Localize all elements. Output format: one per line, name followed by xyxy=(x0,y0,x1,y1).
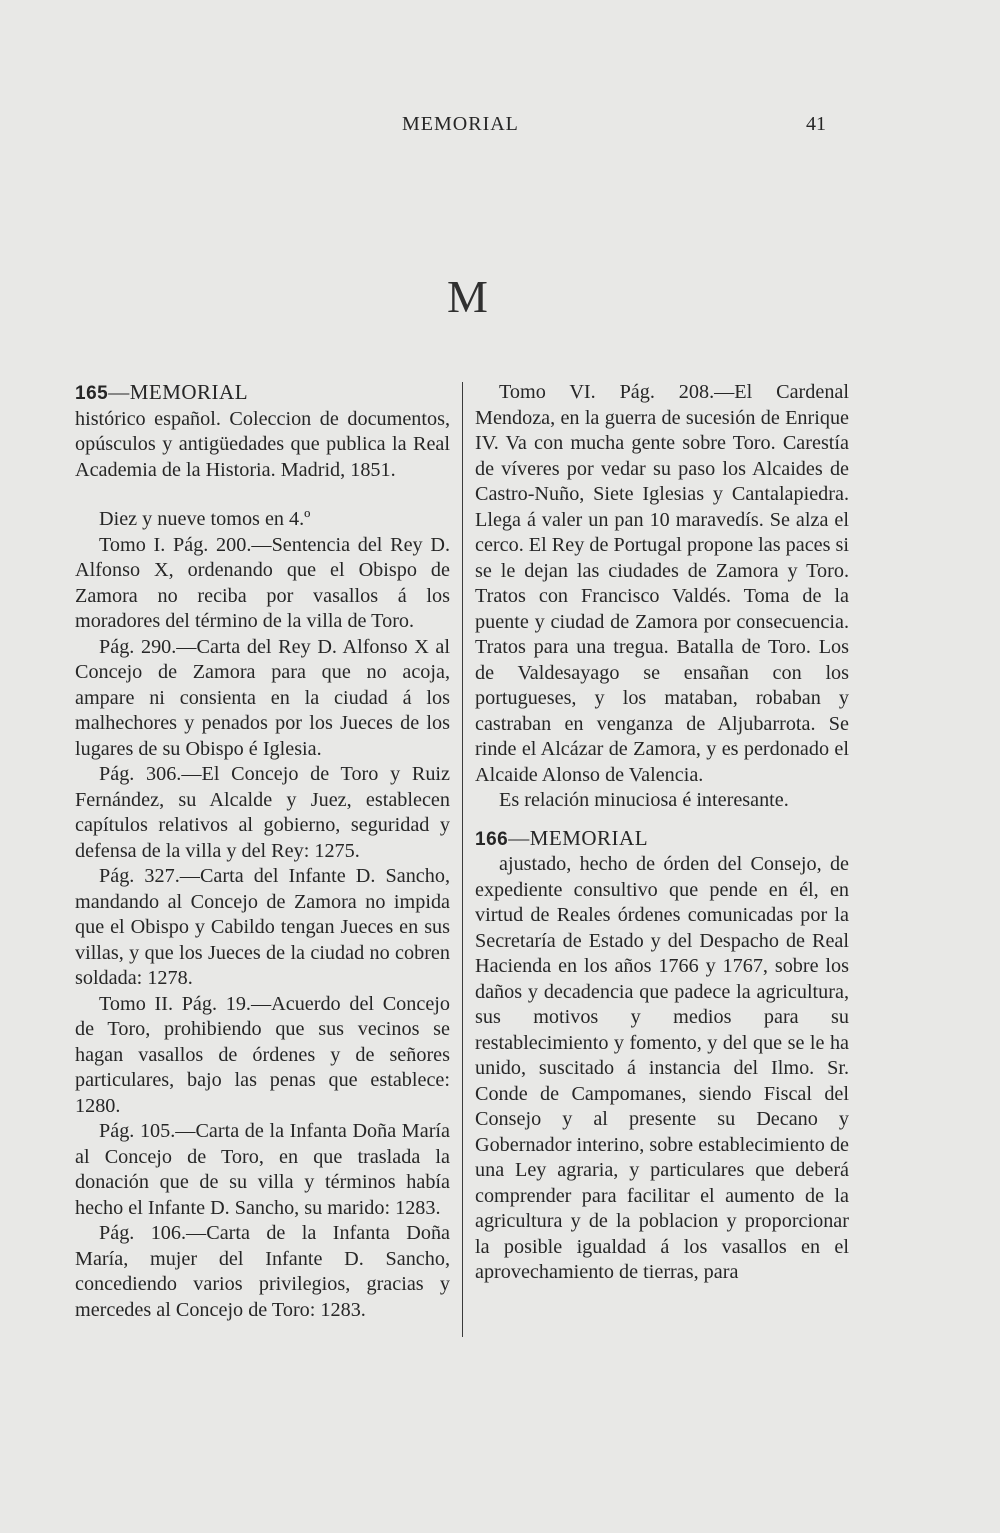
entry-description: ajustado, hecho de órden del Consejo, de expediente consultivo que pende en él, en virtud de Reales órdenes comunicadas por la Secretaría de Estado y del Despacho de Real Hacienda en los años 1766 y 1767, sobre los daños y decadencia que padece la agricultura, sus motivos y medios para su restablecimiento y fomento, y del que se le ha unido, suscitado á instancia del Ilmo. Sr. Conde de Campomanes, siendo Fiscal del Consejo y al presente su Decano y Gobernador interino, sobre establecimiento de una Ley agraria, y particulares que deberá comprender para facilitar el aumento de la agricultura y de la poblacion y proporcionar la posible igualdad á los vasallos en el aprovechamiento de tierras, para xyxy=(475,853,849,1283)
paragraph: Pág. 105.—Carta de la Infanta Doña María al Concejo de Toro, en que traslada la donación que de su villa y términos había hecho el Infante D. Sancho, su marido: 1283. xyxy=(75,1120,450,1219)
entry-number: 165 xyxy=(75,383,109,404)
continuation-paragraph: Tomo VI. Pág. 208.—El Cardenal Mendoza, en la guerra de sucesión de Enrique IV. Va con mucha gente sobre Toro. Carestía de víveres por vedar su paso los Alcaides de Castro-Nuño, Siete Iglesias y Cantalapiedra. Llega á valer un pan 10 maravedís. Se alza el cerco. El Rey de Portugal propone las paces si se le dejan las ciudades de Zamora y Toro. Tratos con Francisco Valdés. Toma de la puente y ciudad de Zamora por consecuencia. Tratos para una tregua. Batalla de Toro. Los de Valdesayago se ensañan con los portugueses, y los mataban, robaban y castraban en venganza de Aljubarrota. Se rinde el Alcázar de Zamora, y es perdonado el Alcaide Alonso de Valencia. xyxy=(475,381,849,786)
page-number: 41 xyxy=(806,113,826,135)
entry-heading-166 xyxy=(475,826,849,853)
paragraph: Tomo I. Pág. 200.—Sentencia del Rey D. Alfonso X, ordenando que el Obispo de Zamora no reciba por vasallos á los moradores del término de la villa de Toro. xyxy=(75,533,450,632)
paragraph: Pág. 106.—Carta de la Infanta Doña María, mujer del Infante D. Sancho, concediendo varios privilegios, gracias y mercedes al Concejo de Toro: 1283. xyxy=(75,1222,450,1321)
column-divider xyxy=(462,382,463,1337)
paragraph: Pág. 290.—Carta del Rey D. Alfonso X al Concejo de Zamora para que no acoja, ampare ni consienta en la ciudad á los malhechores y penados por los Jueces de los lugares de su Obispo é Iglesia. xyxy=(75,635,450,760)
paragraph: Tomo II. Pág. 19.—Acuerdo del Concejo de Toro, prohibiendo que sus vecinos se hagan vasallos de órdenes y de señores particulares, bajo las penas que establece: 1280. xyxy=(75,992,450,1117)
volumes-note: Diez y nueve tomos en 4.º xyxy=(99,508,311,530)
section-letter: M xyxy=(447,271,488,322)
entry-title: —MEMORIAL xyxy=(508,825,649,850)
right-column xyxy=(475,380,849,1286)
paragraph: Pág. 306.—El Concejo de Toro y Ruiz Fernández, su Alcalde y Juez, establecen capítulos relativos al gobierno, seguridad y defensa de la villa y del Rey: 1275. xyxy=(75,763,450,862)
left-column xyxy=(75,380,450,1323)
running-head: MEMORIAL xyxy=(402,113,519,135)
entry-heading-165 xyxy=(75,380,450,407)
entry-number: 166 xyxy=(475,828,509,850)
entry-description: histórico español. Coleccion de documentos, opúsculos y antigüedades que publica la Real Academia de la Historia. Madrid, 1851. xyxy=(75,407,450,481)
entry-title: —MEMORIAL xyxy=(108,380,249,404)
note-paragraph: Es relación minuciosa é interesante. xyxy=(499,789,789,811)
paragraph: Pág. 327.—Carta del Infante D. Sancho, mandando al Concejo de Zamora no impida que el Obispo y Cabildo tengan Jueces en sus villas, y que los Jueces de la ciudad no cobren soldada: 1278. xyxy=(75,865,450,989)
